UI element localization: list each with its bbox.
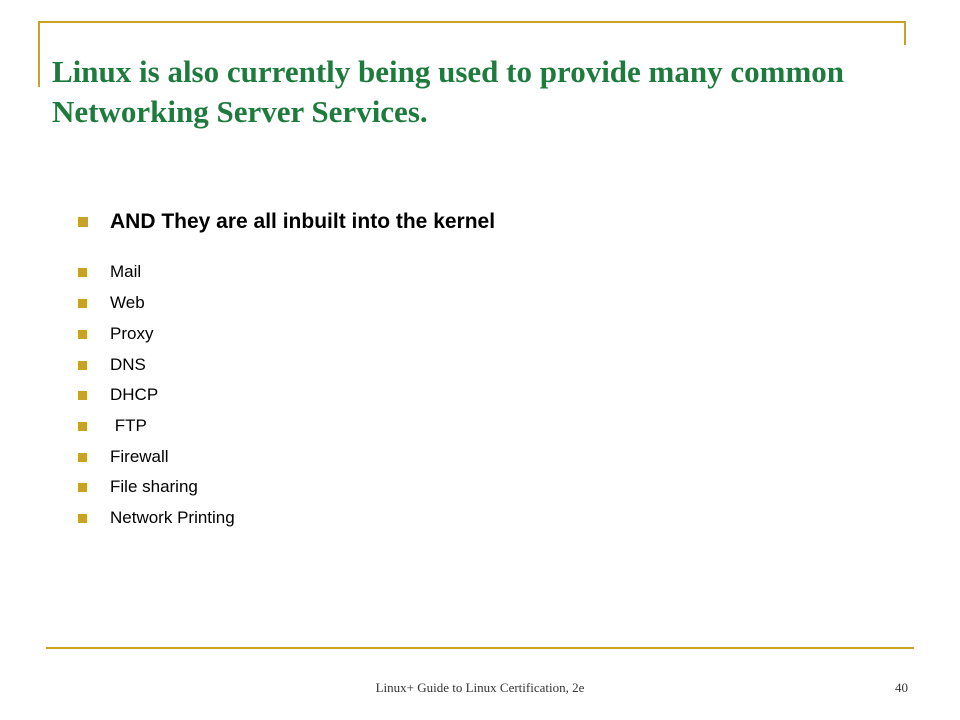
square-bullet-icon: [78, 217, 88, 227]
left-divider-line: [38, 21, 40, 87]
bottom-divider-line: [46, 647, 914, 649]
list-item-text: DNS: [110, 355, 146, 374]
footer-caption: Linux+ Guide to Linux Certification, 2e: [375, 680, 585, 695]
square-bullet-icon: [78, 483, 87, 492]
square-bullet-icon: [78, 391, 87, 400]
square-bullet-icon: [78, 422, 87, 431]
list-item-text: File sharing: [110, 477, 198, 496]
main-bullet-text: AND They are all inbuilt into the kernel: [110, 210, 496, 233]
slide-title: Linux is also currently being used to provide many common Networking Server Services.: [52, 54, 845, 129]
square-bullet-icon: [78, 268, 87, 277]
square-bullet-icon: [78, 453, 87, 462]
list-item-text: Proxy: [110, 324, 154, 343]
square-bullet-icon: [78, 330, 87, 339]
square-bullet-icon: [78, 361, 87, 370]
list-item-text: Web: [110, 293, 145, 312]
square-bullet-icon: [78, 299, 87, 308]
list-item-text: FTP: [110, 416, 147, 435]
list-item-text: Firewall: [110, 447, 169, 466]
list-item-text: Network Printing: [110, 508, 235, 527]
top-divider-line: [38, 21, 906, 23]
list-item-text: Mail: [110, 262, 142, 281]
right-divider-line: [904, 21, 906, 45]
list-item-text: DHCP: [110, 385, 159, 404]
page-number: 40: [895, 680, 908, 695]
square-bullet-icon: [78, 514, 87, 523]
